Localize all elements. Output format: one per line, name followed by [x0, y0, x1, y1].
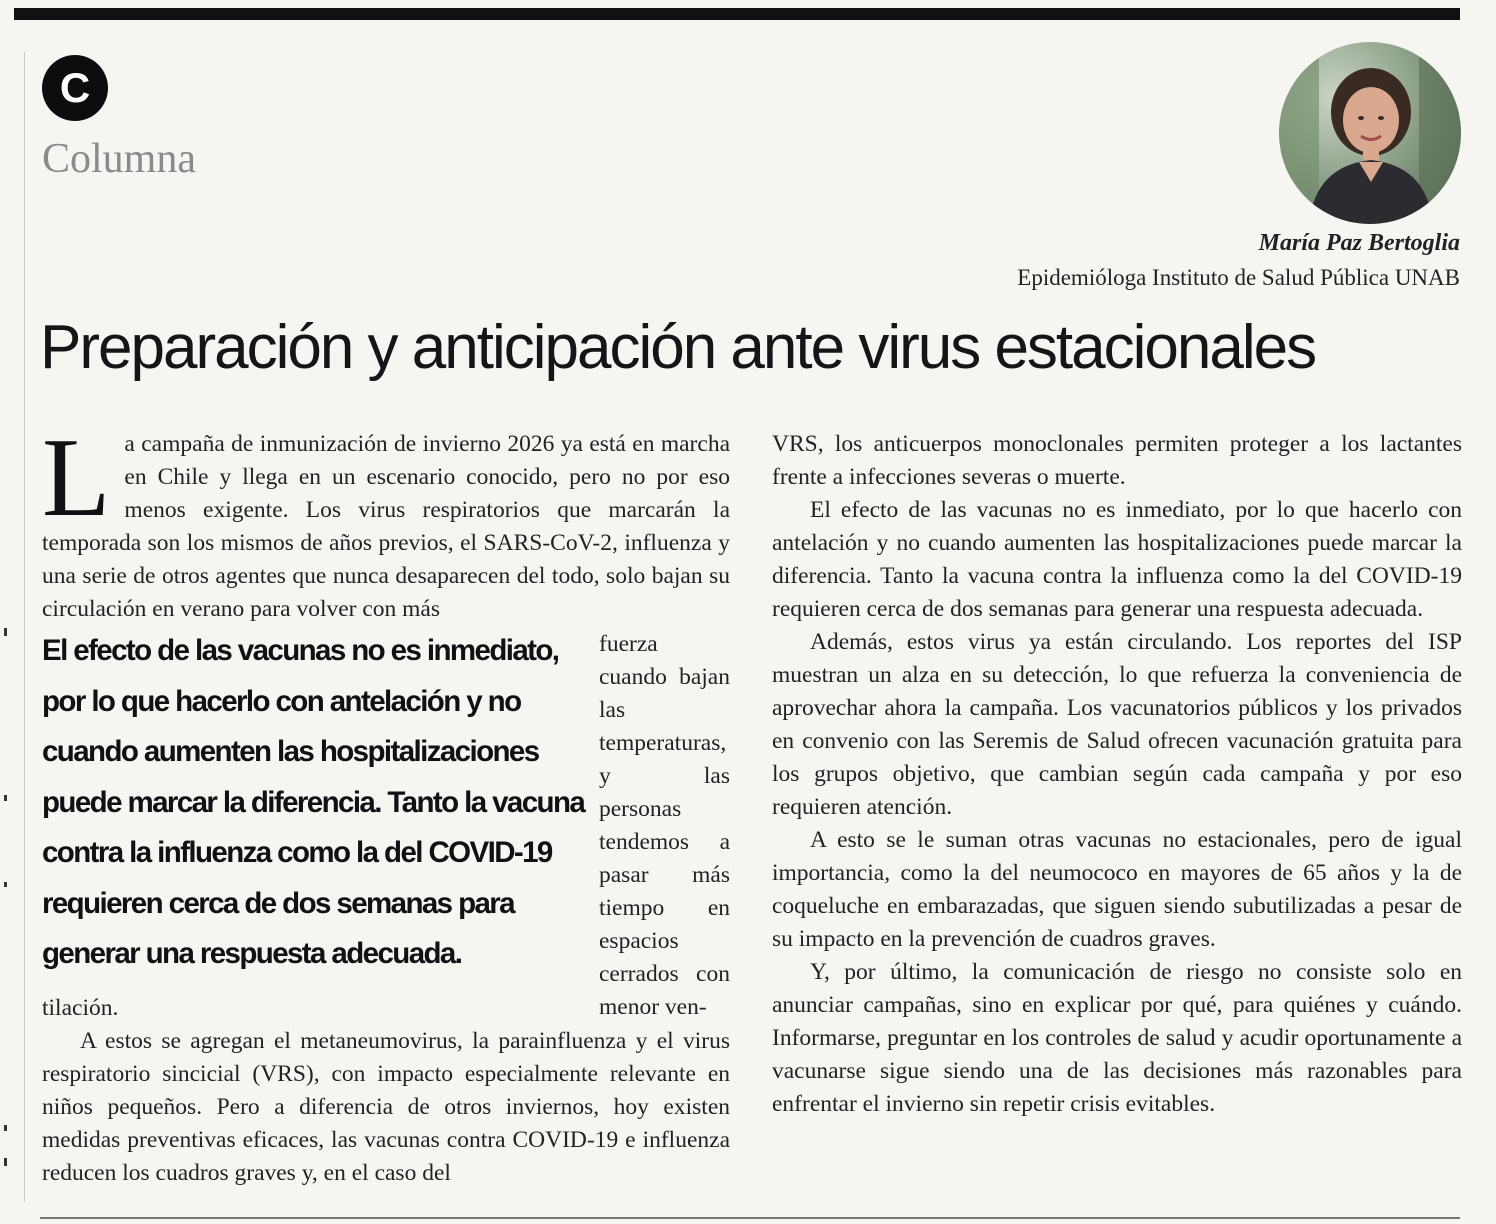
paragraph-1-end: tilación. — [42, 995, 119, 1021]
article-paragraph-5: A esto se le suman otras vacunas no estacionales, pero de igual importancia, como la del neumococo en mayores de 65 años y la de coqueluche en embarazadas, que siguen siendo subutilizadas a pesar de su impacto en la prevención de cuadros graves. — [772, 827, 1462, 952]
article-paragraph-4: Además, estos virus ya están circulando. Los reportes del ISP muestran un alza en su detección, lo que refuerza la conveniencia de aprovechar ahora la campaña. Los vacunatorios públicos y los privados en convenio con las Seremis de Salud ofrecen vacunación gratuita para los grupos objetivo, que cambian según cada campaña y por eso requieren atención. — [772, 629, 1462, 820]
paragraph-2-continued: VRS, los anticuerpos monoclonales permiten proteger a los lactantes frente a infecciones severas o muerte. — [772, 431, 1462, 490]
section-label: Columna — [42, 136, 196, 182]
top-rule — [14, 8, 1460, 20]
author-avatar — [1279, 42, 1461, 224]
edge-mark — [4, 795, 7, 801]
edge-mark — [4, 1158, 7, 1166]
article-paragraph-3: El efecto de las vacunas no es inmediato, por lo que hacerlo con antelación y no cuando aumenten las hospitalizaciones puede marcar la diferencia. Tanto la vacuna contra la influenza como la del COVID-19 requieren cerca de dos semanas para generar una respuesta adecuada. — [772, 497, 1462, 622]
author-name: María Paz Bertoglia — [1258, 230, 1460, 256]
article-column-left — [42, 416, 730, 1190]
article-paragraph-2: A estos se agregan el metaneumovirus, la parainfluenza y el virus respiratorio sincicial (VRS), con impacto especialmente relevante en niños pequeños. Pero a diferencia de otros inviernos, hoy existen medidas preventivas eficaces, las vacunas contra COVID-19 e influenza reducen los cuadros graves y, en el caso del — [42, 1028, 730, 1186]
column-badge-icon: C — [42, 55, 108, 121]
article-paragraph-1 — [42, 416, 730, 626]
edge-mark — [4, 882, 7, 887]
article-headline: Preparación y anticipación ante virus estacionales — [40, 313, 1316, 382]
edge-mark — [4, 1125, 7, 1131]
author-role: Epidemióloga Instituto de Salud Pública UNAB — [1017, 265, 1460, 290]
bottom-rule — [40, 1217, 1460, 1219]
paragraph-1-side-text: fuerza cuando bajan las temperaturas, y las personas tendemos a pasar más tiempo en espacios cerrados con menor ven- — [599, 631, 730, 1020]
drop-cap: L — [42, 416, 111, 540]
left-margin-line — [24, 52, 25, 1202]
edge-mark — [4, 628, 7, 636]
paragraph-1-text: a campaña de inmunización de invierno 2026 ya está en marcha en Chile y llega en un escenario conocido, pero no por eso menos exigente. Los virus respiratorios que marcarán la temporada son los mismos de años previos, el SARS-CoV-2, influenza y una serie de otros agentes que nunca desaparecen del todo, solo bajan su circulación en verano para volver con más — [42, 431, 730, 622]
author-portrait — [1279, 42, 1461, 224]
article-paragraph-6: Y, por último, la comunicación de riesgo no consiste solo en anunciar campañas, sino en explicar por qué, para quiénes y cuándo. Informarse, preguntar en los controles de salud y acudir oportunamente a vacunarse sigue siendo una de las decisiones más razonables para enfrentar el invierno sin repetir crisis evitables. — [772, 959, 1462, 1117]
article-column-right — [772, 428, 1462, 1121]
pull-quote: El efecto de las vacunas no es inmediato, por lo que hacerlo con antelación y no cuando aumenten las hospitalizaciones puede marcar la diferencia. Tanto la vacuna contra la influenza como la del COVID-19 requieren cerca de dos semanas para generar una respuesta adecuada. — [42, 634, 585, 970]
